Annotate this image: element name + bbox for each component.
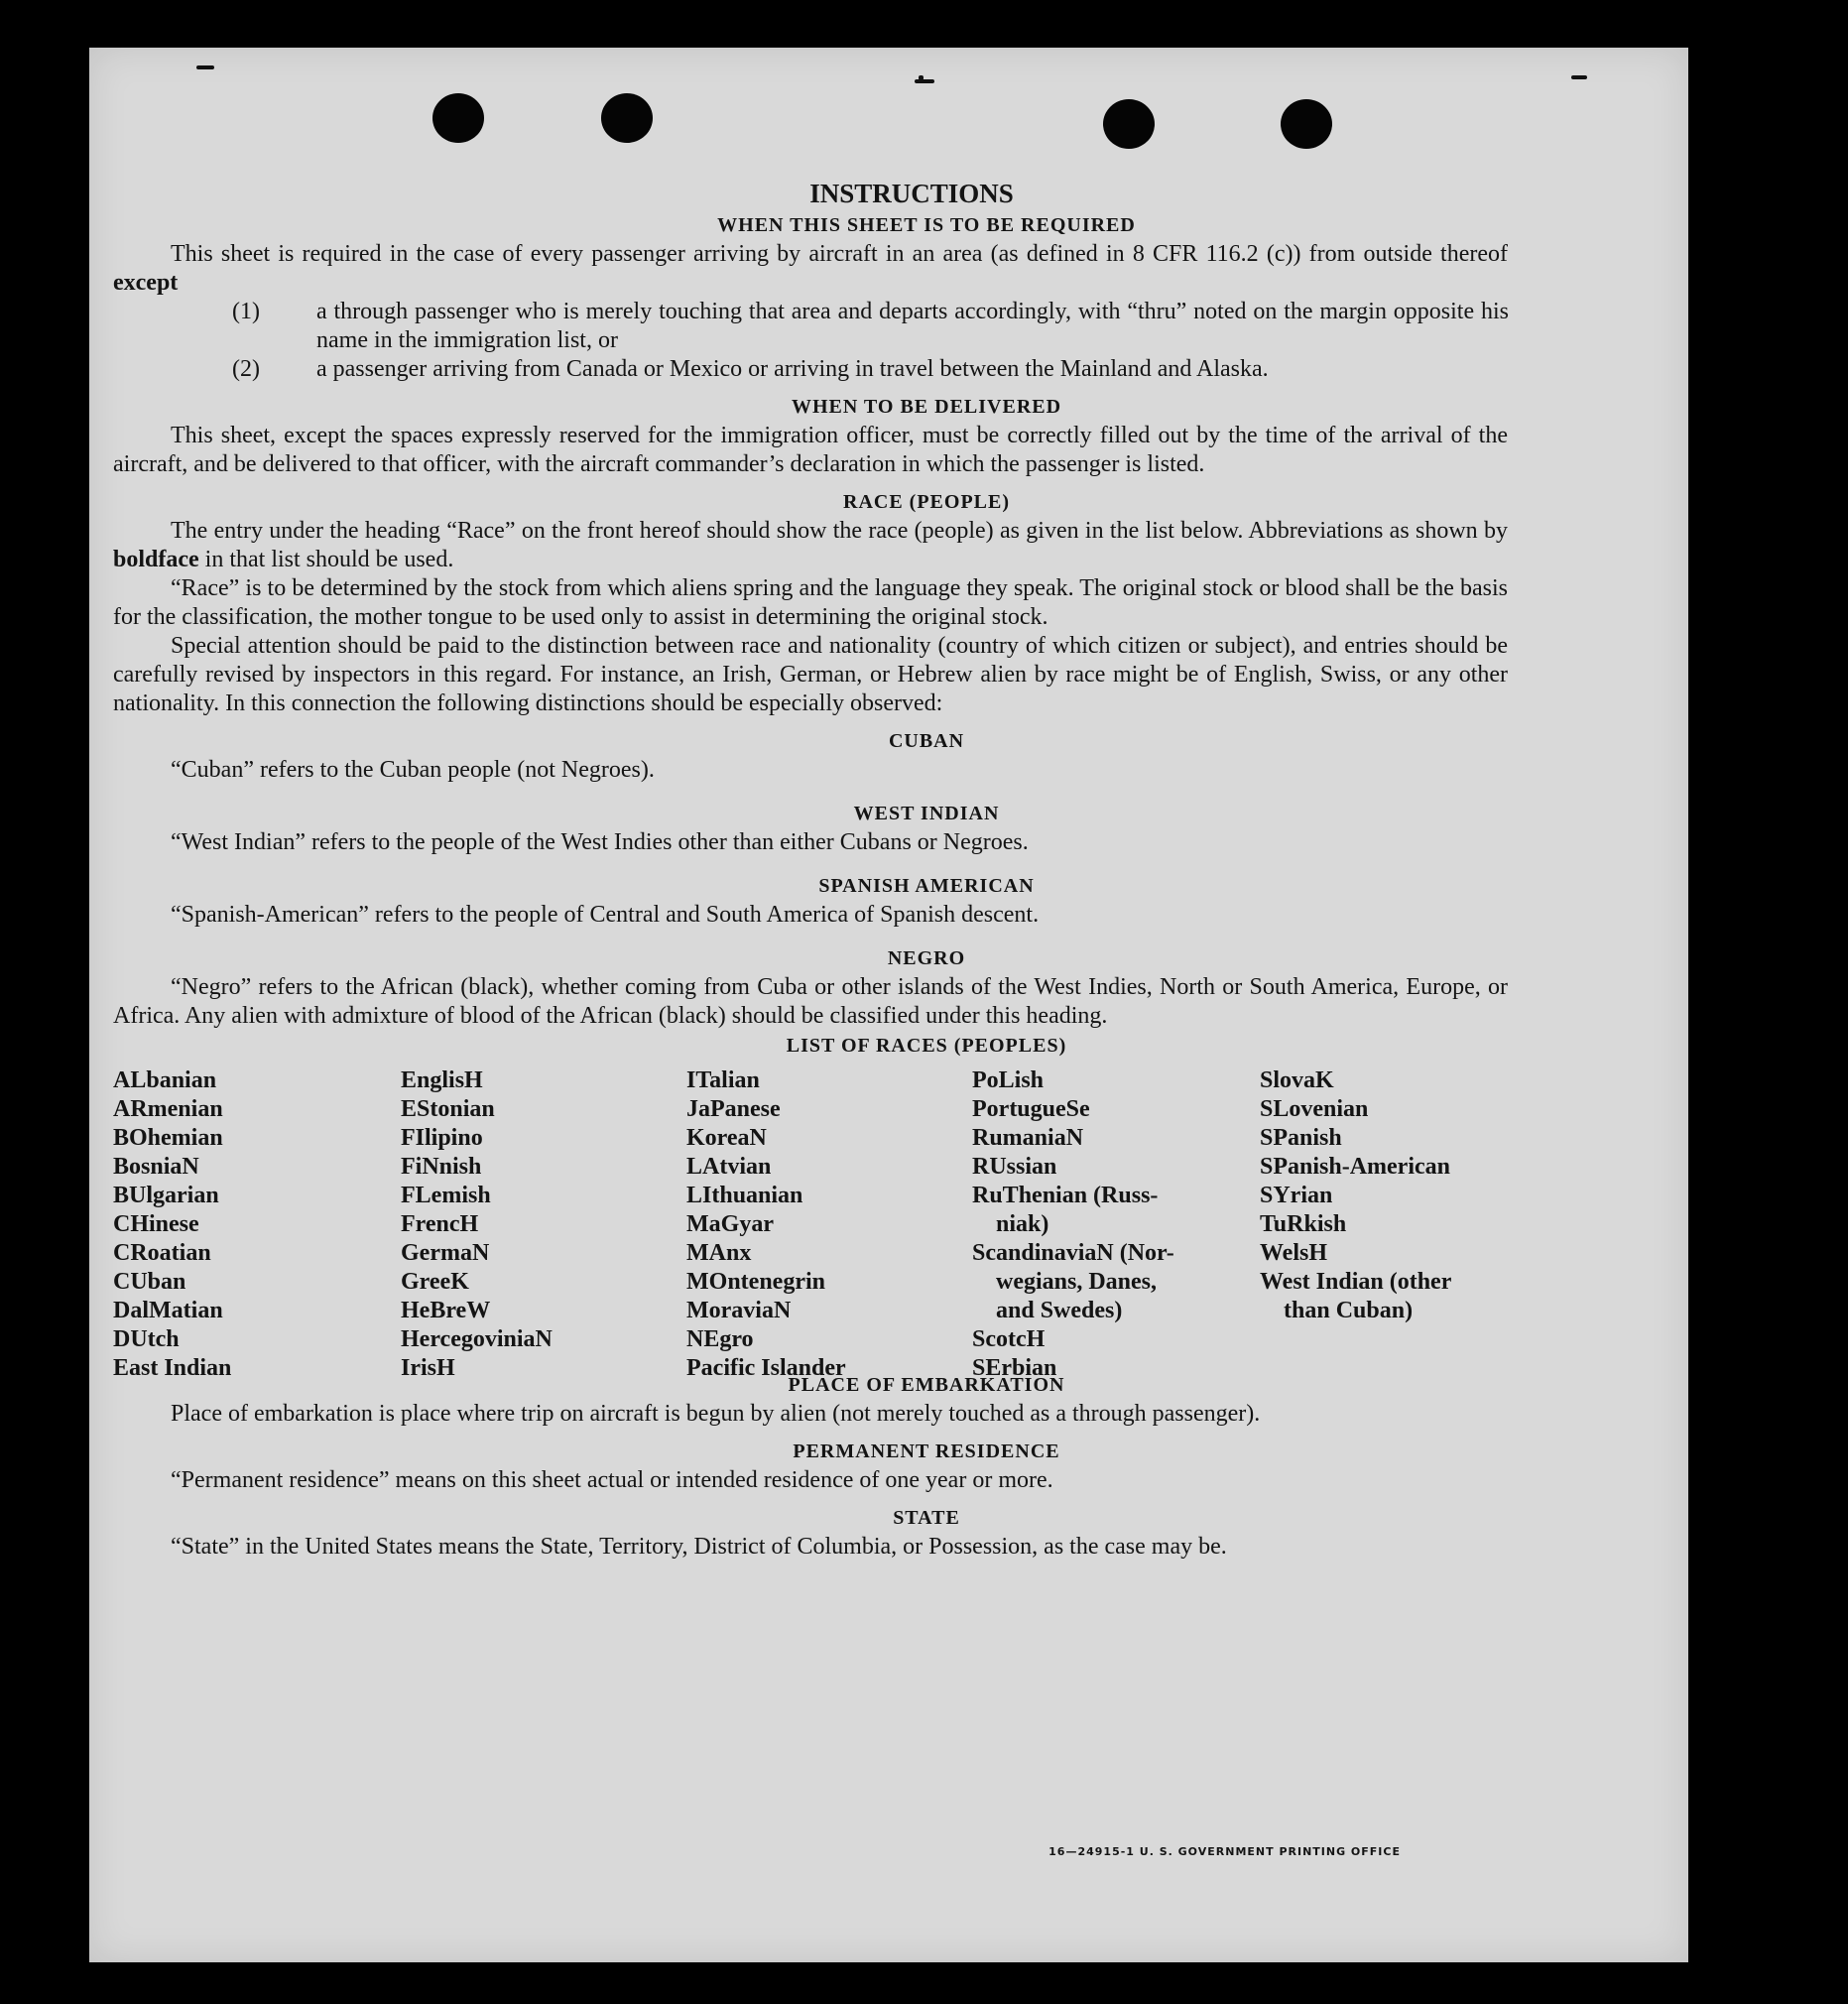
heading-cuban: CUBAN — [888, 730, 965, 752]
race-entry: HercegoviniaN — [401, 1326, 553, 1352]
page-title: INSTRUCTIONS — [809, 179, 1014, 208]
race-entry: CHinese — [113, 1211, 199, 1237]
race-entry: KoreaN — [686, 1125, 767, 1151]
race-entry: MoraviaN — [686, 1298, 792, 1323]
embarkation-text: Place of embarkation is place where trip on aircraft is begun by alien (not merely touched as a through passenger). — [171, 1401, 1261, 1427]
race-entry: MOntenegrin — [686, 1269, 825, 1295]
race-entry: FLemish — [401, 1183, 491, 1208]
race-entry-continuation: than Cuban) — [1284, 1298, 1414, 1323]
printing-office-code: 16—24915-1 U. S. GOVERNMENT PRINTING OFFICE — [1048, 1845, 1401, 1858]
item-number: (1) — [232, 299, 260, 324]
race-entry: CRoatian — [113, 1240, 211, 1266]
race-entry: IrisH — [401, 1355, 455, 1381]
spanish-american-text: “Spanish-American” refers to the people of Central and South America of Spanish descent. — [171, 902, 1040, 928]
race-entry: DUtch — [113, 1326, 180, 1352]
punch-hole — [432, 93, 484, 143]
race-entry: BOhemian — [113, 1125, 223, 1151]
residence-text: “Permanent residence” means on this sheet actual or intended residence of one year or more. — [171, 1467, 1053, 1493]
race-entry: LAtvian — [686, 1154, 772, 1180]
state-text: “State” in the United States means the State, Territory, District of Columbia, or Possession, as the case may be. — [171, 1534, 1227, 1560]
races-list — [113, 1066, 1532, 1381]
race-entry: SPanish-American — [1260, 1154, 1450, 1180]
race-entry-continuation: niak) — [996, 1211, 1049, 1237]
race-entry: PortugueSe — [972, 1096, 1090, 1122]
heading-list-of-races: LIST OF RACES (PEOPLES) — [786, 1035, 1067, 1057]
race-entry: ScandinaviaN (Nor- — [972, 1240, 1174, 1266]
race-entry: MaGyar — [686, 1211, 774, 1237]
race-entry: Pacific Islander — [686, 1355, 846, 1381]
race-entry: DalMatian — [113, 1298, 223, 1323]
race-entry-continuation: wegians, Danes, — [996, 1269, 1158, 1295]
heading-state: STATE — [893, 1507, 960, 1529]
race-entry: ALbanian — [113, 1067, 217, 1093]
race-entry: NEgro — [686, 1326, 754, 1352]
punch-hole — [1281, 99, 1332, 149]
dust-speck — [915, 79, 934, 83]
race-entry: RumaniaN — [972, 1125, 1084, 1151]
required-item-2: (2) a passenger arriving from Canada or Mexico or arriving in travel between the Mainland and Alaska. — [232, 356, 1269, 382]
race-entry: East Indian — [113, 1355, 232, 1381]
race-entry: TuRkish — [1260, 1211, 1347, 1237]
heading-negro: NEGRO — [887, 947, 966, 969]
punch-hole — [1103, 99, 1155, 149]
cuban-text: “Cuban” refers to the Cuban people (not Negroes). — [171, 757, 655, 783]
race-paragraph-2: “Race” is to be determined by the stock from which aliens spring and the language they speak. The original stock or blood shall be the basis for the classification, the mother tongue to be used only to assist in determining the original stock. — [113, 575, 1508, 630]
race-entry: ScotcH — [972, 1326, 1046, 1352]
race-entry: SErbian — [972, 1355, 1057, 1381]
race-entry: EStonian — [401, 1096, 495, 1122]
race-entry: BUlgarian — [113, 1183, 219, 1208]
race-entry: GreeK — [401, 1269, 469, 1295]
race-paragraph-3: Special attention should be paid to the distinction between race and nationality (country of which citizen or subject), and entries should be carefully revised by inspectors in this regard. For instance, an Irish, German, or Hebrew alien by race might be of English, Swiss, or any other nationality. In this connection the following distinctions should be especially observed: — [113, 633, 1508, 716]
races-column-5 — [1260, 1066, 1451, 1325]
races-column-4 — [972, 1066, 1174, 1383]
race-paragraph-1: The entry under the heading “Race” on the front hereof should show the race (people) as given in the list below. Abbreviations as shown by boldface in that list should be used. — [113, 518, 1508, 572]
heading-permanent-residence: PERMANENT RESIDENCE — [793, 1440, 1060, 1462]
race-entry: RuThenian (Russ- — [972, 1183, 1159, 1208]
race-entry: BosniaN — [113, 1154, 199, 1180]
item-number: (2) — [232, 356, 260, 382]
race-entry: FIlipino — [401, 1125, 483, 1151]
race-entry: SlovaK — [1260, 1067, 1334, 1093]
negro-text: “Negro” refers to the African (black), whether coming from Cuba or other islands of the West Indies, North or South America, Europe, or Africa. Any alien with admixture of blood of the African (black) should be classified under this heading. — [113, 974, 1508, 1029]
race-entry: West Indian (other — [1260, 1269, 1452, 1295]
delivered-text: This sheet, except the spaces expressly reserved for the immigration officer, must be correctly filled out by the time of the arrival of the aircraft, and be delivered to that officer, with the aircraft commander’s declaration in which the passenger is listed. — [113, 423, 1508, 477]
race-entry: SYrian — [1260, 1183, 1333, 1208]
dust-speck — [1571, 75, 1587, 79]
heading-race: RACE (PEOPLE) — [843, 491, 1010, 513]
race-entry: ITalian — [686, 1067, 760, 1093]
required-intro: This sheet is required in the case of every passenger arriving by aircraft in an area (as defined in 8 CFR 116.2 (c)) from outside thereof except — [113, 241, 1508, 296]
race-entry: HeBreW — [401, 1298, 491, 1323]
race-entry: CUban — [113, 1269, 186, 1295]
race-entry: GermaN — [401, 1240, 490, 1266]
races-column-3 — [686, 1066, 846, 1383]
race-entry: FrencH — [401, 1211, 479, 1237]
heading-when-required: WHEN THIS SHEET IS TO BE REQUIRED — [717, 214, 1136, 236]
dust-speck — [196, 65, 214, 69]
race-entry: LIthuanian — [686, 1183, 803, 1208]
race-entry: WelsH — [1260, 1240, 1328, 1266]
race-entry: JaPanese — [686, 1096, 781, 1122]
race-entry: RUssian — [972, 1154, 1057, 1180]
race-entry: MAnx — [686, 1240, 752, 1266]
west-indian-text: “West Indian” refers to the people of the West Indies other than either Cubans or Negroes. — [171, 829, 1029, 855]
races-column-1 — [113, 1066, 231, 1383]
race-entry: PoLish — [972, 1067, 1045, 1093]
punch-hole — [601, 93, 653, 143]
heading-place-of-embarkation: PLACE OF EMBARKATION — [788, 1374, 1065, 1396]
race-entry: ARmenian — [113, 1096, 223, 1122]
race-entry: FiNnish — [401, 1154, 482, 1180]
boldface-keyword: boldface — [113, 547, 199, 572]
races-column-2 — [401, 1066, 553, 1383]
race-entry-continuation: and Swedes) — [996, 1298, 1123, 1323]
heading-when-delivered: WHEN TO BE DELIVERED — [791, 396, 1062, 418]
race-entry: EnglisH — [401, 1067, 483, 1093]
race-entry: SPanish — [1260, 1125, 1342, 1151]
required-except-keyword: except — [113, 270, 179, 296]
race-entry: SLovenian — [1260, 1096, 1369, 1122]
heading-west-indian: WEST INDIAN — [853, 803, 1000, 824]
instructions-body — [113, 177, 1532, 1562]
required-item-1: (1) a through passenger who is merely touching that area and departs accordingly, with “thru” noted on the margin opposite his name in the immigration list, or — [232, 299, 1509, 353]
document-page — [89, 48, 1688, 1962]
heading-spanish-american: SPANISH AMERICAN — [818, 875, 1035, 897]
